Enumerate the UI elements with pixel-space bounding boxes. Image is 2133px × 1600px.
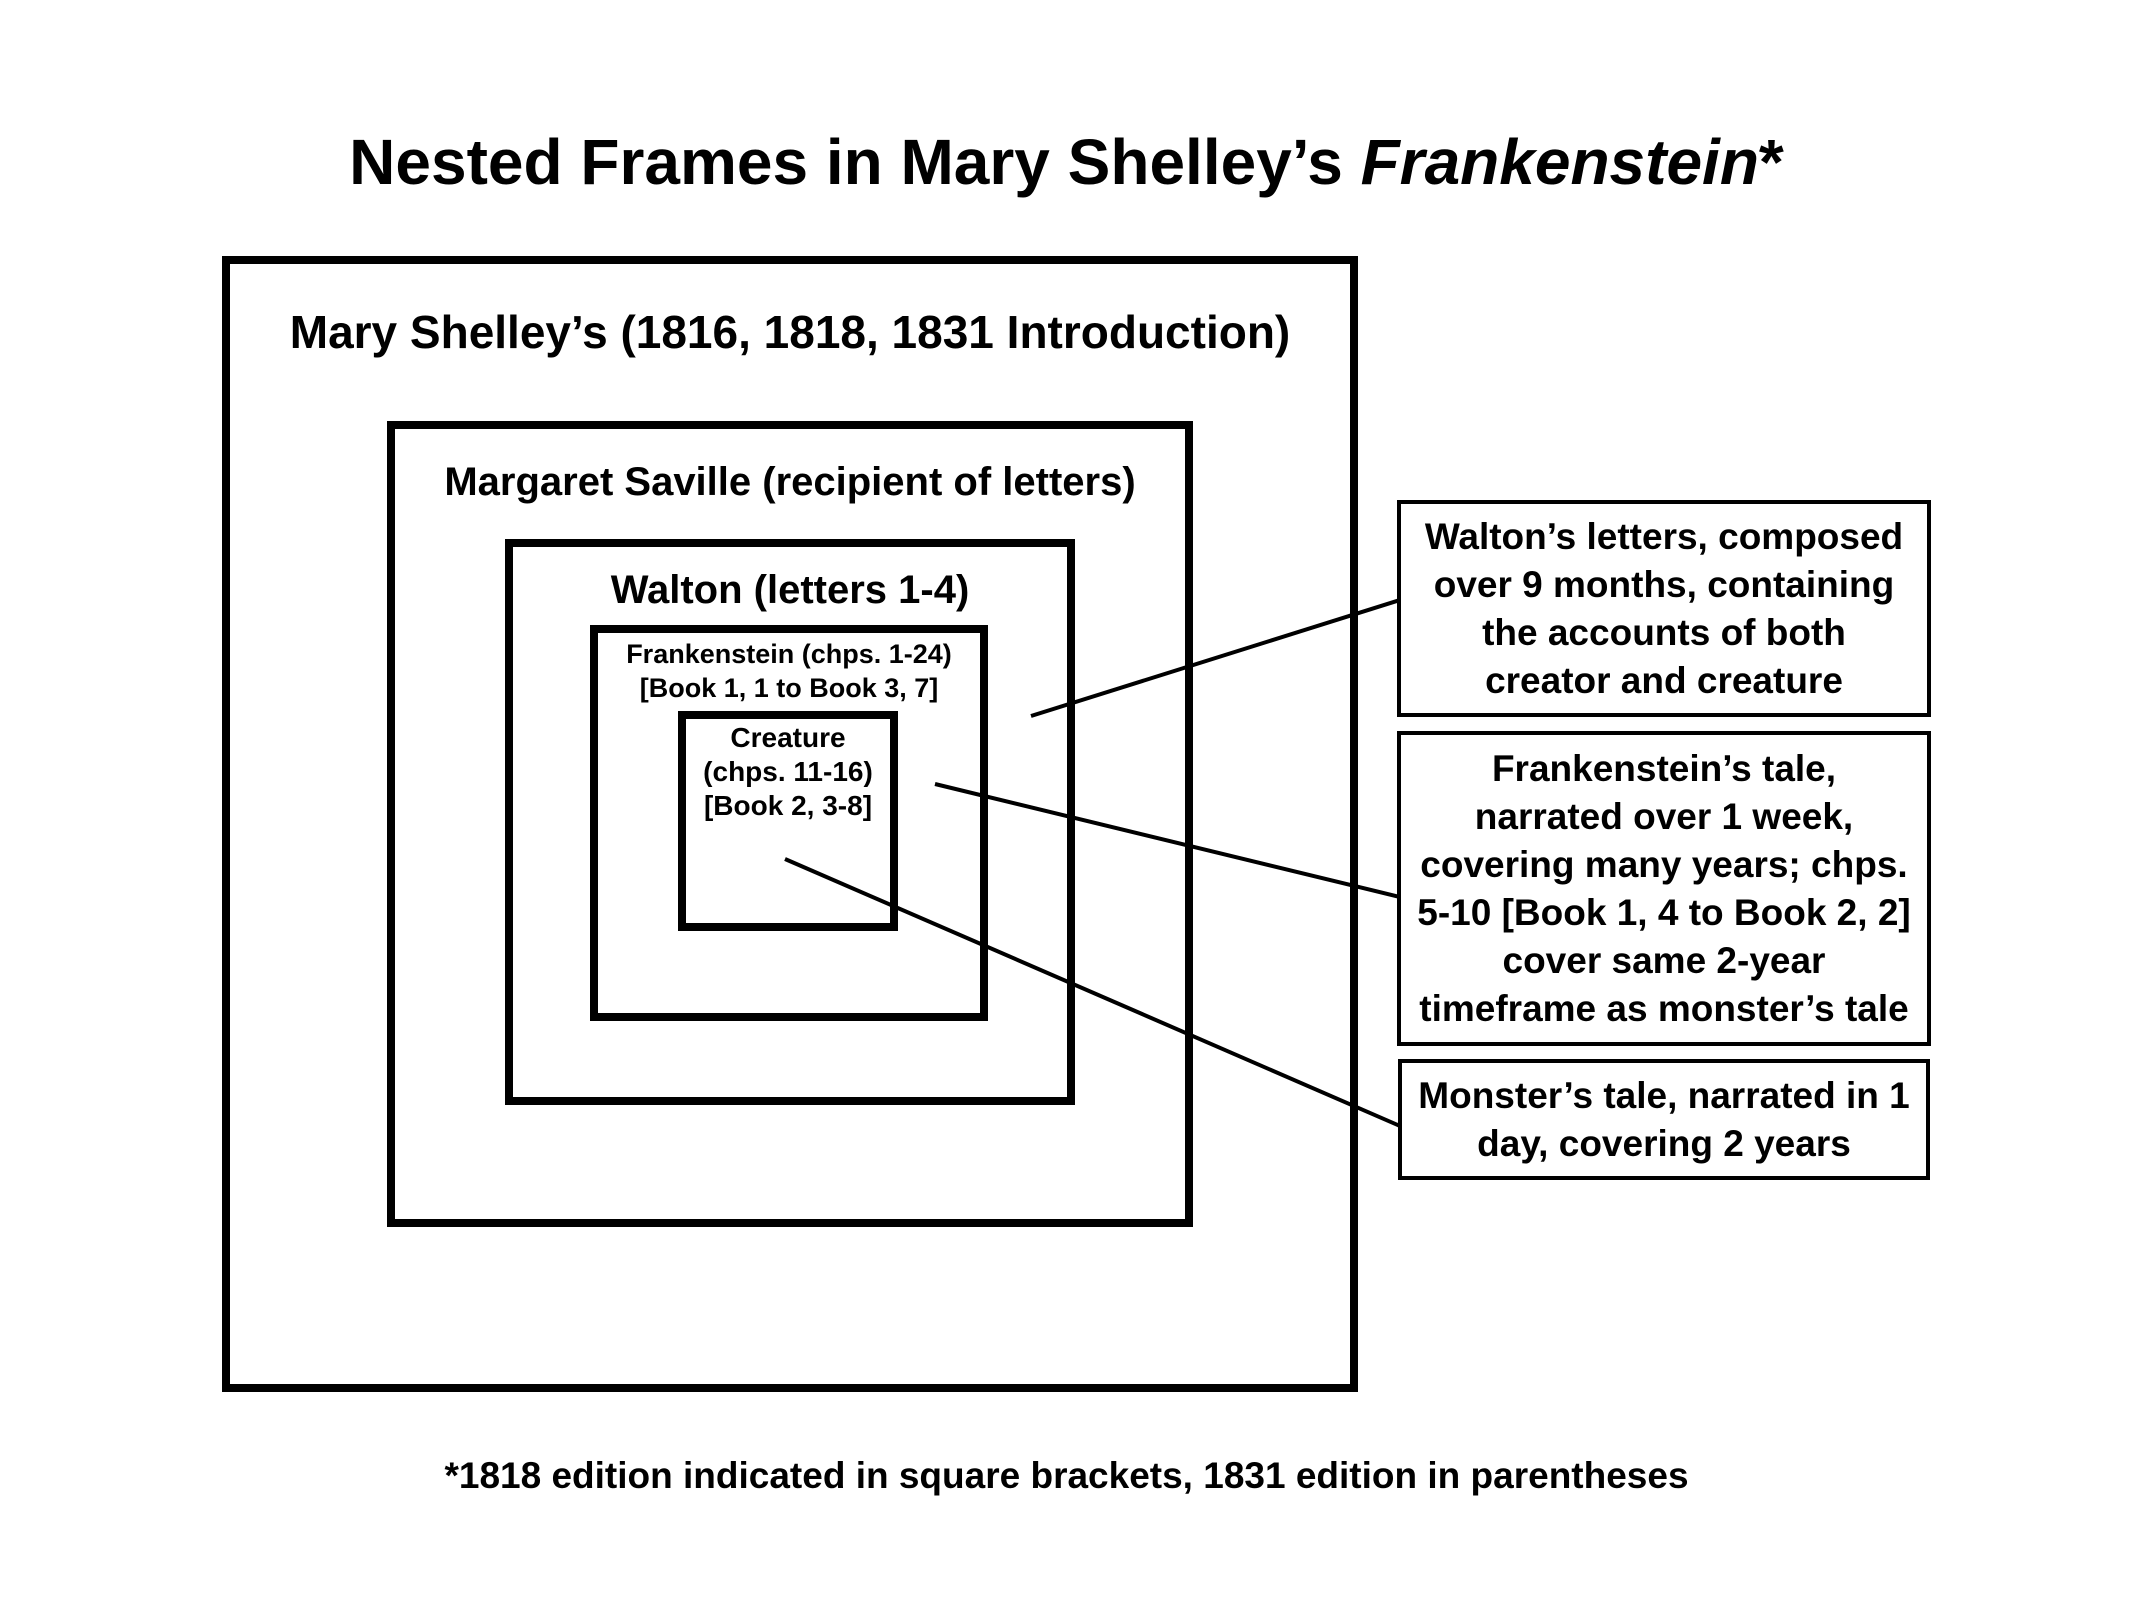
callout-walton-letters: Walton’s letters, composed over 9 months, containing the accounts of both creator and creature bbox=[1397, 500, 1931, 717]
frame-creature-label-1: Creature bbox=[730, 722, 846, 753]
frame-frankenstein-label-1: Frankenstein (chps. 1-24) bbox=[626, 639, 952, 669]
frame-walton-label: Walton (letters 1-4) bbox=[610, 568, 970, 612]
frame-creature-label-2: (chps. 11-16) bbox=[703, 756, 873, 787]
title-suffix: * bbox=[1758, 126, 1784, 198]
title-italic: Frankenstein bbox=[1360, 126, 1759, 198]
title-main: Nested Frames in Mary Shelley’s bbox=[349, 126, 1361, 198]
footnote: *1818 edition indicated in square brackets, 1831 edition in parentheses bbox=[444, 1455, 1689, 1496]
frame-frankenstein-label-2: [Book 1, 1 to Book 3, 7] bbox=[639, 673, 939, 703]
frame-creature-label-3: [Book 2, 3-8] bbox=[703, 790, 873, 821]
frame-margaret-saville-label: Margaret Saville (recipient of letters) bbox=[444, 460, 1136, 504]
callout-frankenstein-tale: Frankenstein’s tale, narrated over 1 week, covering many years; chps. 5-10 [Book 1, 4 to Book 2, 2] cover same 2-year timeframe as monster’s tale bbox=[1397, 731, 1931, 1046]
callout-monster-tale: Monster’s tale, narrated in 1 day, covering 2 years bbox=[1398, 1059, 1930, 1180]
diagram-title bbox=[0, 122, 2133, 202]
frame-mary-shelley-label: Mary Shelley’s (1816, 1818, 1831 Introduction) bbox=[289, 306, 1291, 358]
frame-creature bbox=[678, 711, 898, 931]
